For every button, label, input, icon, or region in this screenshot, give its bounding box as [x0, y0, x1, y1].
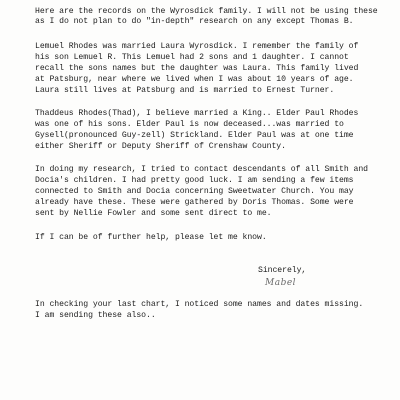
postscript-line: In checking your last chart, I noticed some names and dates missing. [35, 300, 364, 309]
letter-line: Lemuel Rhodes was married Laura Wyrosdick. I remember the family of [35, 42, 359, 51]
closing-line: Sincerely, [258, 266, 307, 275]
letter-line: was one of his sons. Elder Paul is now deceased...was married to [35, 120, 344, 129]
letter-line: either Sheriff or Deputy Sheriff of Crenshaw County. [35, 142, 286, 151]
letter-line: Laura still lives at Patsburg and is married to Ernest Turner. [35, 86, 335, 95]
postscript-line: I am sending these also.. [35, 311, 156, 320]
letter-line: his son Lemuel R. This Lemuel had 2 sons and 1 daughter. I cannot [35, 53, 349, 62]
letter-line: Here are the records on the Wyrosdick family. I will not be using these [35, 7, 378, 16]
letter-line: In doing my research, I tried to contact descendants of all Smith and [35, 165, 368, 174]
letter-line: connected to Smith and Docia concerning Sweetwater Church. You may [35, 187, 354, 196]
letter-line: recall the sons names but the daughter was Laura. This family lived [35, 64, 359, 73]
letter-line: If I can be of further help, please let me know. [35, 233, 267, 242]
letter-line: at Patsburg, near where we lived when I was about 10 years of age. [35, 75, 354, 84]
letter-line: Gysell(pronounced Guy-zell) Strickland. Elder Paul was at one time [35, 131, 354, 140]
letter-line: Docia's children. I had pretty good luck. I am sending a few items [35, 176, 354, 185]
letter-line: sent by Nellie Fowler and some sent direct to me. [35, 209, 272, 218]
letter-line: as I do not plan to do "in-depth" research on any except Thomas B. [35, 17, 354, 26]
letter-line: already have these. These were gathered by Doris Thomas. Some were [35, 198, 354, 207]
letter-line: Thaddeus Rhodes(Thad), I believe married a King.. Elder Paul Rhodes [35, 109, 359, 118]
handwritten-signature: Mabel [265, 278, 297, 288]
